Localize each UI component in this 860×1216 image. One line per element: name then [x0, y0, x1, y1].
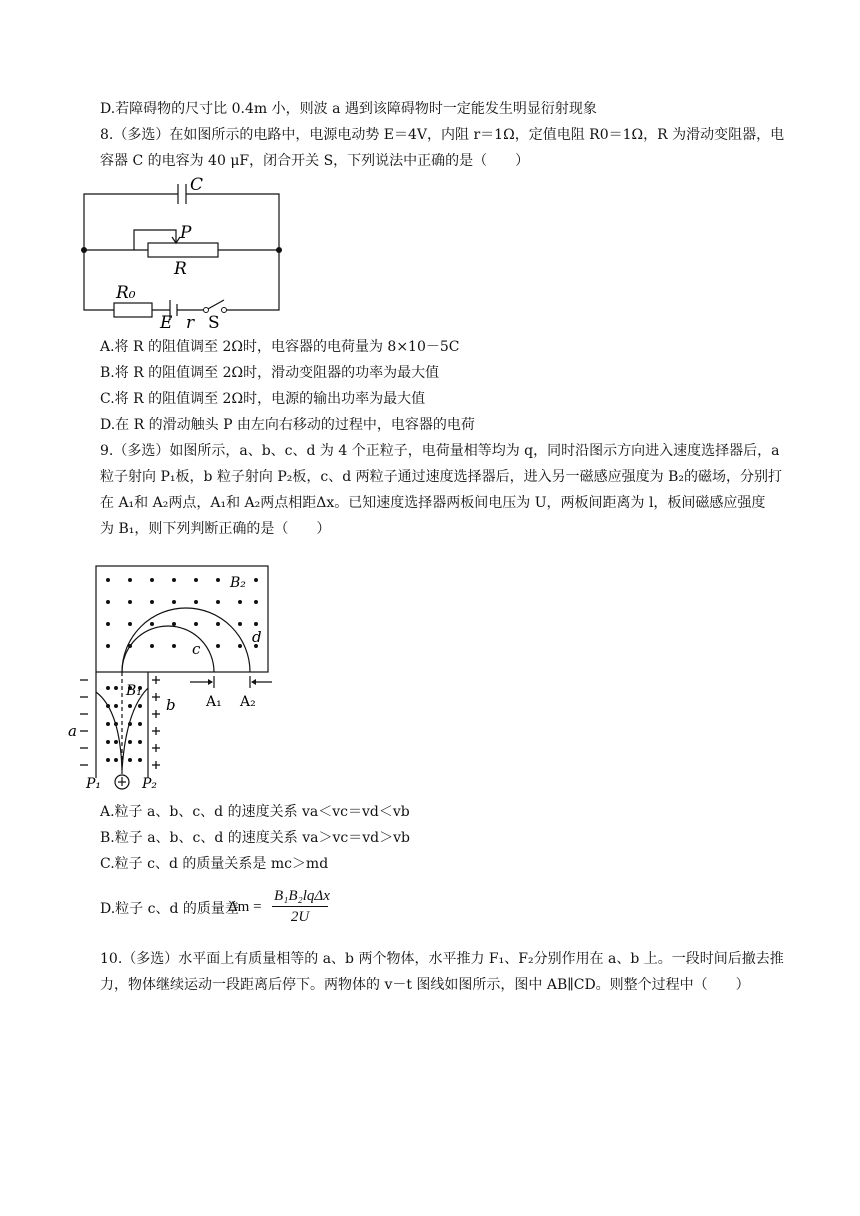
q9-line-3: 在 A₁和 A₂两点，A₁和 A₂两点相距Δx。已知速度选择器两板间电压为 U，两板间距离为 l，板间磁感应强度	[100, 495, 766, 511]
q8-line-1: 8.（多选）在如图所示的电路中，电源电动势 E＝4V，内阻 r＝1Ω，定值电阻 R0＝1Ω，R 为滑动变阻器，电	[100, 127, 785, 143]
q10-line-2: 力，物体继续运动一段距离后停下。两物体的 v－t 图线如图所示，图中 AB∥CD。则整个过程中（ ）	[100, 977, 750, 993]
q9-line-4: 为 B₁，则下列判断正确的是（ ）	[100, 521, 331, 537]
formula-denominator: 2U	[290, 909, 310, 925]
label-r: R	[174, 259, 187, 279]
q9-option-c: C.粒子 c、d 的质量关系是 mc＞md	[100, 856, 329, 872]
label-s: S	[208, 313, 220, 332]
q8-option-d: D.在 R 的滑动触头 P 由左向右移动的过程中，电容器的电荷	[100, 417, 475, 433]
label-b-particle: b	[166, 696, 176, 714]
mass-difference-formula	[272, 888, 328, 926]
q9-line-2: 粒子射向 P₁板，b 粒子射向 P₂板，c、d 两粒子通过速度选择器后，进入另一磁感应强度为 B₂的磁场，分别打	[100, 469, 782, 485]
label-c-particle: c	[192, 640, 201, 658]
label-a2: A₂	[240, 694, 256, 710]
formula-numerator: B₁B₂lqΔx	[272, 888, 328, 907]
q8-option-b: B.将 R 的阻值调至 2Ω时，滑动变阻器的功率为最大值	[100, 365, 440, 381]
label-a1: A₁	[206, 694, 222, 710]
label-p1: P₁	[86, 776, 102, 792]
label-b1: B₁	[126, 683, 142, 699]
velocity-selector-diagram	[60, 560, 290, 800]
q9-option-d: D.粒子 c、d 的质量差	[100, 901, 239, 917]
q9-option-b: B.粒子 a、b、c、d 的速度关系 va＞vc＝vd＞vb	[100, 830, 410, 846]
label-p2: P₂	[142, 776, 158, 792]
q10-line-1: 10.（多选）水平面上有质量相等的 a、b 两个物体，水平推力 F₁、F₂分别作用在 a、b 上。一段时间后撤去推	[100, 951, 784, 967]
formula-dm: Δm =	[228, 899, 262, 915]
q8-option-c: C.将 R 的阻值调至 2Ω时，电源的输出功率为最大值	[100, 391, 426, 407]
q9-line-1: 9.（多选）如图所示，a、b、c、d 为 4 个正粒子，电荷量相等均为 q，同时沿图示方向进入速度选择器后，a	[100, 443, 780, 459]
label-d: d	[252, 628, 262, 646]
label-r-small: r	[186, 313, 195, 332]
label-a-particle: a	[68, 722, 77, 740]
q8-option-a: A.将 R 的阻值调至 2Ω时，电容器的电荷量为 8×10－5C	[100, 339, 460, 355]
circuit-diagram	[76, 172, 296, 332]
label-r0: R₀	[116, 283, 136, 303]
q9-option-a: A.粒子 a、b、c、d 的速度关系 va＜vc＝vd＜vb	[100, 804, 410, 820]
label-c: C	[190, 175, 204, 195]
label-b2: B₂	[230, 575, 246, 591]
q8-line-2: 容器 C 的电容为 40 μF，闭合开关 S，下列说法中正确的是（ ）	[100, 153, 530, 169]
label-e: E	[160, 313, 173, 332]
line-1: D.若障碍物的尺寸比 0.4m 小，则波 a 遇到该障碍物时一定能发生明显衍射现象	[100, 101, 597, 117]
label-p: P	[180, 223, 192, 243]
